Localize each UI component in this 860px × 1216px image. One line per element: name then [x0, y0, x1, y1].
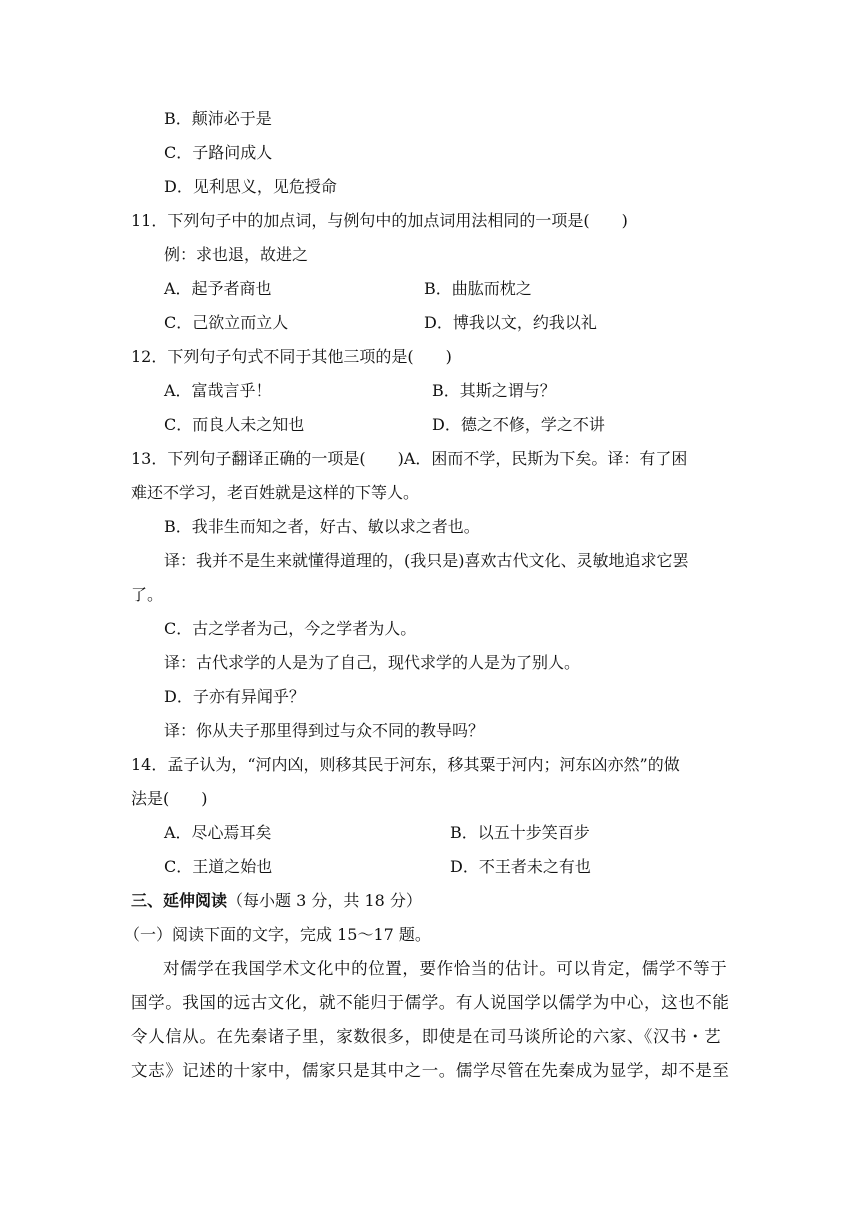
q12-option-b: B．其斯之谓与？: [432, 381, 556, 400]
q14-stem-line2: 法是( ): [131, 789, 208, 808]
q13-option-b-translation-line2: 了。: [131, 585, 164, 604]
q11-example: 例：求也退，故进之: [164, 245, 309, 264]
passage-line-4: 文志》记述的十家中，儒家只是其中之一。儒学尽管在先秦成为显学，却不是至: [131, 1061, 730, 1080]
passage-instruction: （一）阅读下面的文字，完成 15～17 题。: [124, 925, 431, 944]
q13-option-d-translation: 译：你从夫子那里得到过与众不同的教导吗？: [164, 721, 485, 740]
q10-option-c: C．子路问成人: [164, 143, 273, 162]
q12-option-a: A．富哉言乎！: [164, 381, 272, 400]
q14-stem-line1: 14．孟子认为，“河内凶，则移其民于河东，移其粟于河内；河东凶亦然”的做: [131, 755, 680, 774]
q13-option-c-translation: 译：古代求学的人是为了自己，现代求学的人是为了别人。: [164, 653, 581, 672]
q11-option-d: D．博我以文，约我以礼: [424, 313, 597, 332]
q11-option-c: C．己欲立而立人: [164, 313, 289, 332]
section-heading: [131, 891, 422, 911]
passage-line-1: 对儒学在我国学术文化中的位置，要作恰当的估计。可以肯定，儒学不等于: [163, 959, 728, 978]
passage-paragraph: [131, 952, 734, 1088]
q11-option-b: B．曲肱而枕之: [424, 279, 532, 298]
q14-option-b: B．以五十步笑百步: [450, 823, 590, 842]
section-scoring-note: （每小题 3 分，共 18 分）: [227, 891, 422, 910]
q14-option-c: C．王道之始也: [164, 857, 273, 876]
q12-option-c: C．而良人未之知也: [164, 415, 305, 434]
q12-stem: 12．下列句子句式不同于其他三项的是( ): [131, 347, 452, 366]
q13-option-c: C．古之学者为己，今之学者为人。: [164, 619, 417, 638]
q10-option-d: D．见利思义，见危授命: [164, 177, 337, 196]
q13-stem-line2: 难还不学习，老百姓就是这样的下等人。: [131, 483, 420, 502]
q11-stem: 11．下列句子中的加点词，与例句中的加点词用法相同的一项是( ): [131, 211, 628, 230]
q14-option-a: A．尽心焉耳矣: [164, 823, 272, 842]
q11-option-a: A．起予者商也: [164, 279, 272, 298]
q12-option-d: D．德之不修，学之不讲: [432, 415, 605, 434]
q14-option-d: D．不王者未之有也: [450, 857, 591, 876]
q10-option-b: B．颠沛必于是: [164, 109, 272, 128]
passage-line-3: 令人信从。在先秦诸子里，家数很多，即使是在司马谈所论的六家、《汉书・艺: [131, 1027, 722, 1046]
q13-option-d: D．子亦有异闻乎？: [164, 687, 305, 706]
section-title: 三、延伸阅读: [131, 891, 228, 910]
q13-option-b: B．我非生而知之者，好古、敏以求之者也。: [164, 517, 480, 536]
q13-option-b-translation-line1: 译：我并不是生来就懂得道理的，(我只是)喜欢古代文化、灵敏地追求它罢: [164, 551, 689, 570]
passage-line-2: 国学。我国的远古文化，就不能归于儒学。有人说国学以儒学为中心，这也不能: [131, 993, 730, 1012]
q13-stem-line1: 13．下列句子翻译正确的一项是( )A．困而不学，民斯为下矣。译：有了困: [131, 449, 688, 468]
